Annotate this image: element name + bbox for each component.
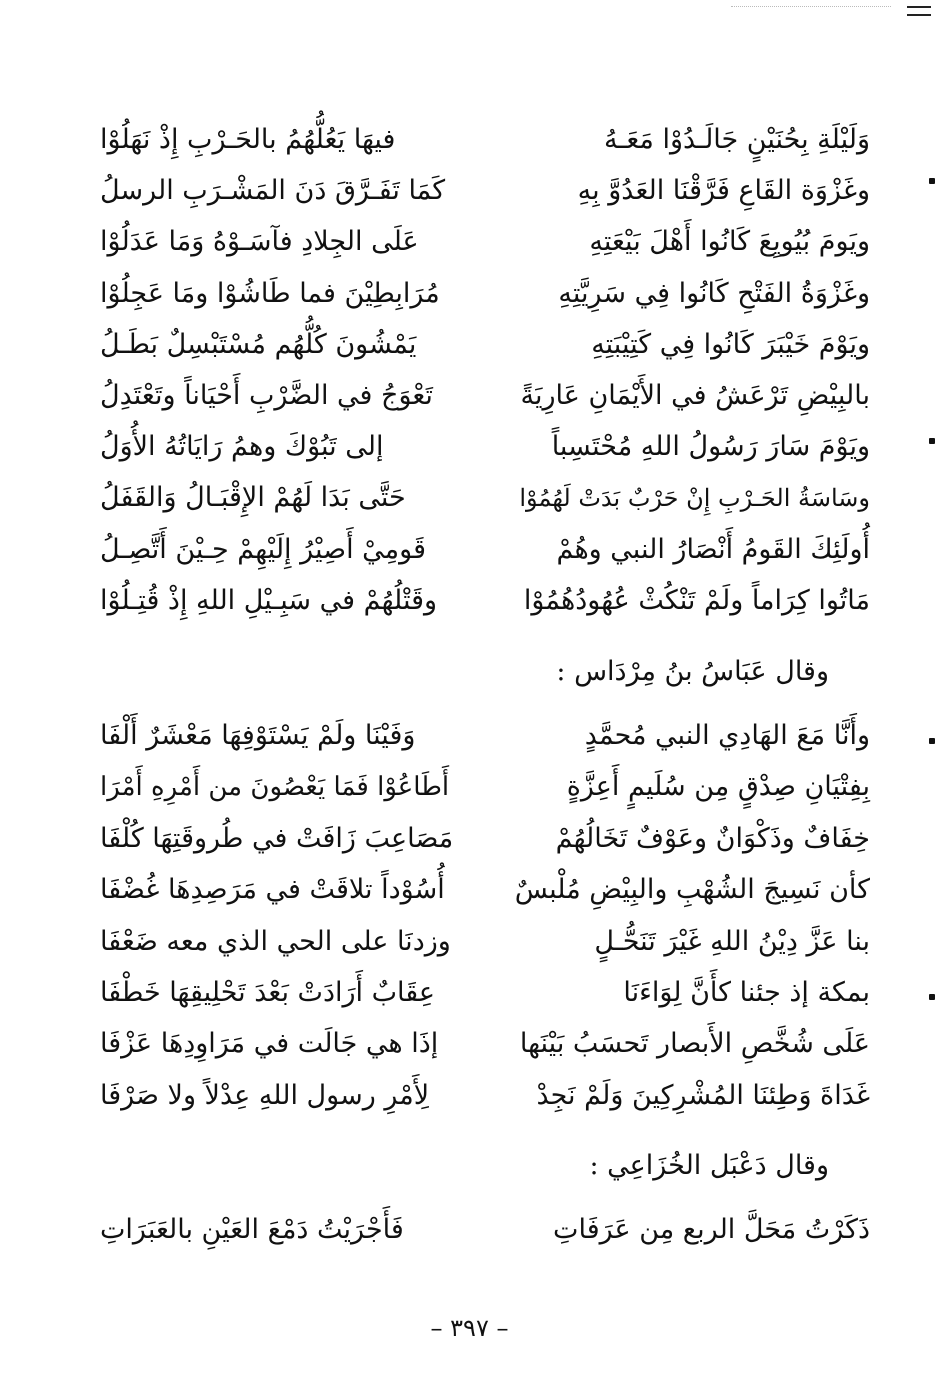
- verse: [100, 821, 870, 872]
- verse: [100, 718, 870, 769]
- second-hemistich: أُسُوْداً تلاقَتْ في مَرَصِدِهَا غُضْفَا: [100, 874, 445, 906]
- poem-attribution: وقال عَبَاسُ بنُ مِرْدَاس :: [556, 656, 829, 687]
- scan-dotted-line: [731, 6, 891, 8]
- verse: [100, 276, 870, 327]
- poem-attribution: وقال دَعْبَل الخُزَاعِي :: [589, 1150, 829, 1181]
- verse: [100, 224, 870, 275]
- second-hemistich: وَفَيْنَا ولَمْ يَسْتَوْفِهَا مَعْشَرٌ أَلْفَا: [100, 720, 416, 751]
- first-hemistich: ويَوْمَ سَارَ رَسُولُ اللهِ مُحْتَسِباً: [551, 431, 870, 463]
- second-hemistich: قَومِيْ أَصِيْرُ إِلَيْهِمْ حِـيْنَ أَتَّصِـلُ: [100, 533, 427, 565]
- scan-edge-mark: [907, 14, 931, 16]
- margin-mark: [929, 178, 935, 184]
- first-hemistich: بالبِيْضِ تَرْعَشُ في الأَيْمَانِ عَارِيَةً: [520, 379, 870, 411]
- first-hemistich: غَدَاةَ وَطِئنَا المُشْرِكِينَ وَلَمْ نَجِدْ: [536, 1079, 870, 1111]
- second-hemistich: تَعْوَجُ في الضَّرْبِ أَحْيَاناً وتَعْتَدِلُ: [100, 379, 433, 411]
- second-hemistich: فيهَا يَعُلُّهُمُ بالحَـرْبِ إِذْ نَهَلُوْا: [100, 124, 396, 155]
- first-hemistich: كأن نَسِيجَ الشُهْبِ والبِيْضِ مُلْبسٌ: [514, 874, 870, 906]
- second-hemistich: وقَتْلُهُمْ في سَبِـيْلِ اللهِ إِذْ قُتِـلُوْا: [100, 584, 438, 616]
- second-hemistich: حَتَّى بَدَا لَهُمْ الإِقْبَـالُ وَالقَفَلُ: [100, 482, 406, 514]
- second-hemistich: عَلَى الجِلادِ فآسَـوْهُ وَمَا عَدَلُوْا: [100, 226, 419, 258]
- verse: [100, 429, 870, 480]
- first-hemistich: ويَوْمَ خَيْبَرَ كَانُوا فِي كَتِيْبَتِهِ: [591, 328, 870, 360]
- first-hemistich: وسَاسَةُ الحَـرْبِ إِنْ حَرْبٌ بَدَتْ لَهُمُوْا: [519, 484, 870, 513]
- verse: [100, 122, 870, 173]
- first-hemistich: ذَكَرْتُ مَحَلَّ الربع مِن عَرَفَاتِ: [553, 1214, 870, 1245]
- verse: [100, 1078, 870, 1129]
- second-hemistich: فَأَجْرَيْتُ دَمْعَ العَيْنِ بالعَبَرَاتِ: [100, 1214, 404, 1245]
- second-hemistich: مَصَاعِبَ زَافَتْ في طُروقَتِهَا كُلْفَا: [100, 822, 454, 854]
- verse: [100, 924, 870, 975]
- first-hemistich: مَاتُوا كِرَاماً ولَمْ تَنْكُثْ عُهُودُهُمُوْا: [523, 584, 870, 616]
- verse: [100, 327, 870, 378]
- first-hemistich: وَلَيْلَةِ بِحُنَيْنٍ جَالَـدُوْا مَعَـهُ: [603, 124, 870, 155]
- margin-mark: [929, 994, 935, 1000]
- second-hemistich: وزدنَا على الحي الذي معه ضَعْفَا: [100, 925, 451, 957]
- poem-3: [100, 1212, 870, 1247]
- page-number: – ٣٩٧ –: [430, 1314, 509, 1342]
- first-hemistich: أُولَئِكَ القَومُ أَنْصَارُ النبي وهُمْ: [556, 533, 870, 565]
- second-hemistich: أَطَاعُوْا فَمَا يَعْصُونَ من أَمْرِهِ أَمْرَا: [100, 772, 450, 803]
- poem-2: [100, 718, 870, 1129]
- first-hemistich: عَلَى شُخَّصِ الأَبصار تَحسَبُ بَيْنَها: [519, 1028, 870, 1060]
- second-hemistich: كَمَا تَفَـرَّقَ دَنَ المَشْـرَبِ الرسلُ: [100, 175, 446, 207]
- verse: [100, 769, 870, 820]
- first-hemistich: بِفِتْيَانِ صِدْقٍ مِن سُلَيمٍ أَعِزَّةٍ: [566, 771, 870, 803]
- scan-edge-mark: [907, 6, 931, 8]
- verse: [100, 378, 870, 429]
- first-hemistich: وغَزْوَة القَاعِ فَرَّقْنَا العَدُوَّ بِهِ: [577, 175, 870, 207]
- verse: [100, 480, 870, 531]
- second-hemistich: لِأَمْرِ رسول اللهِ عِدْلاً ولا صَرْفَا: [100, 1079, 430, 1111]
- verse: [100, 1212, 870, 1247]
- first-hemistich: وأَنَّا مَعَ الهَادِي النبي مُحمَّدٍ: [584, 720, 870, 751]
- verse: [100, 1026, 870, 1077]
- margin-mark: [929, 738, 935, 744]
- first-hemistich: وغَزْوَةُ الفَتْحِ كَانُوا فِي سَرِيَّتِهِ: [558, 277, 870, 309]
- second-hemistich: مُرَابِطِيْنَ فما طَاشُوْا ومَا عَجِلُوْا: [100, 277, 440, 309]
- first-hemistich: خِفَافٌ وذَكْوَانٌ وعَوْفٌ تَخَالُهُمْ: [555, 822, 870, 854]
- margin-mark: [929, 438, 935, 444]
- second-hemistich: إذَا هي جَالَت في مَرَاوِدِهَا عَزْفَا: [100, 1028, 439, 1060]
- second-hemistich: إلى تَبُوْكَ وهمُ رَايَاتُهُ الأُوَلُ: [100, 431, 384, 463]
- verse: [100, 975, 870, 1026]
- verse: [100, 872, 870, 923]
- first-hemistich: بنا عَزَّ دِيْنُ اللهِ غَيْرَ تَنَحُّـلٍ: [594, 925, 870, 957]
- second-hemistich: يَمْشُونَ كُلُّهُم مُسْتَبْسِلٌ بَطَـلُ: [100, 328, 417, 360]
- first-hemistich: ويَومَ بُيُويِعَ كَانُوا أَهْلَ بَيْعَتِهِ: [589, 226, 870, 258]
- poem-1: [100, 122, 870, 634]
- first-hemistich: بمكة إذ جئنا كأَنَّ لِوَاءَنَا: [623, 976, 870, 1008]
- verse: [100, 173, 870, 224]
- verse: [100, 583, 870, 634]
- second-hemistich: عِقَابٌ أَرَادَتْ بَعْدَ تَحْلِيقِهَا خَطْفَا: [100, 976, 436, 1008]
- verse: [100, 532, 870, 583]
